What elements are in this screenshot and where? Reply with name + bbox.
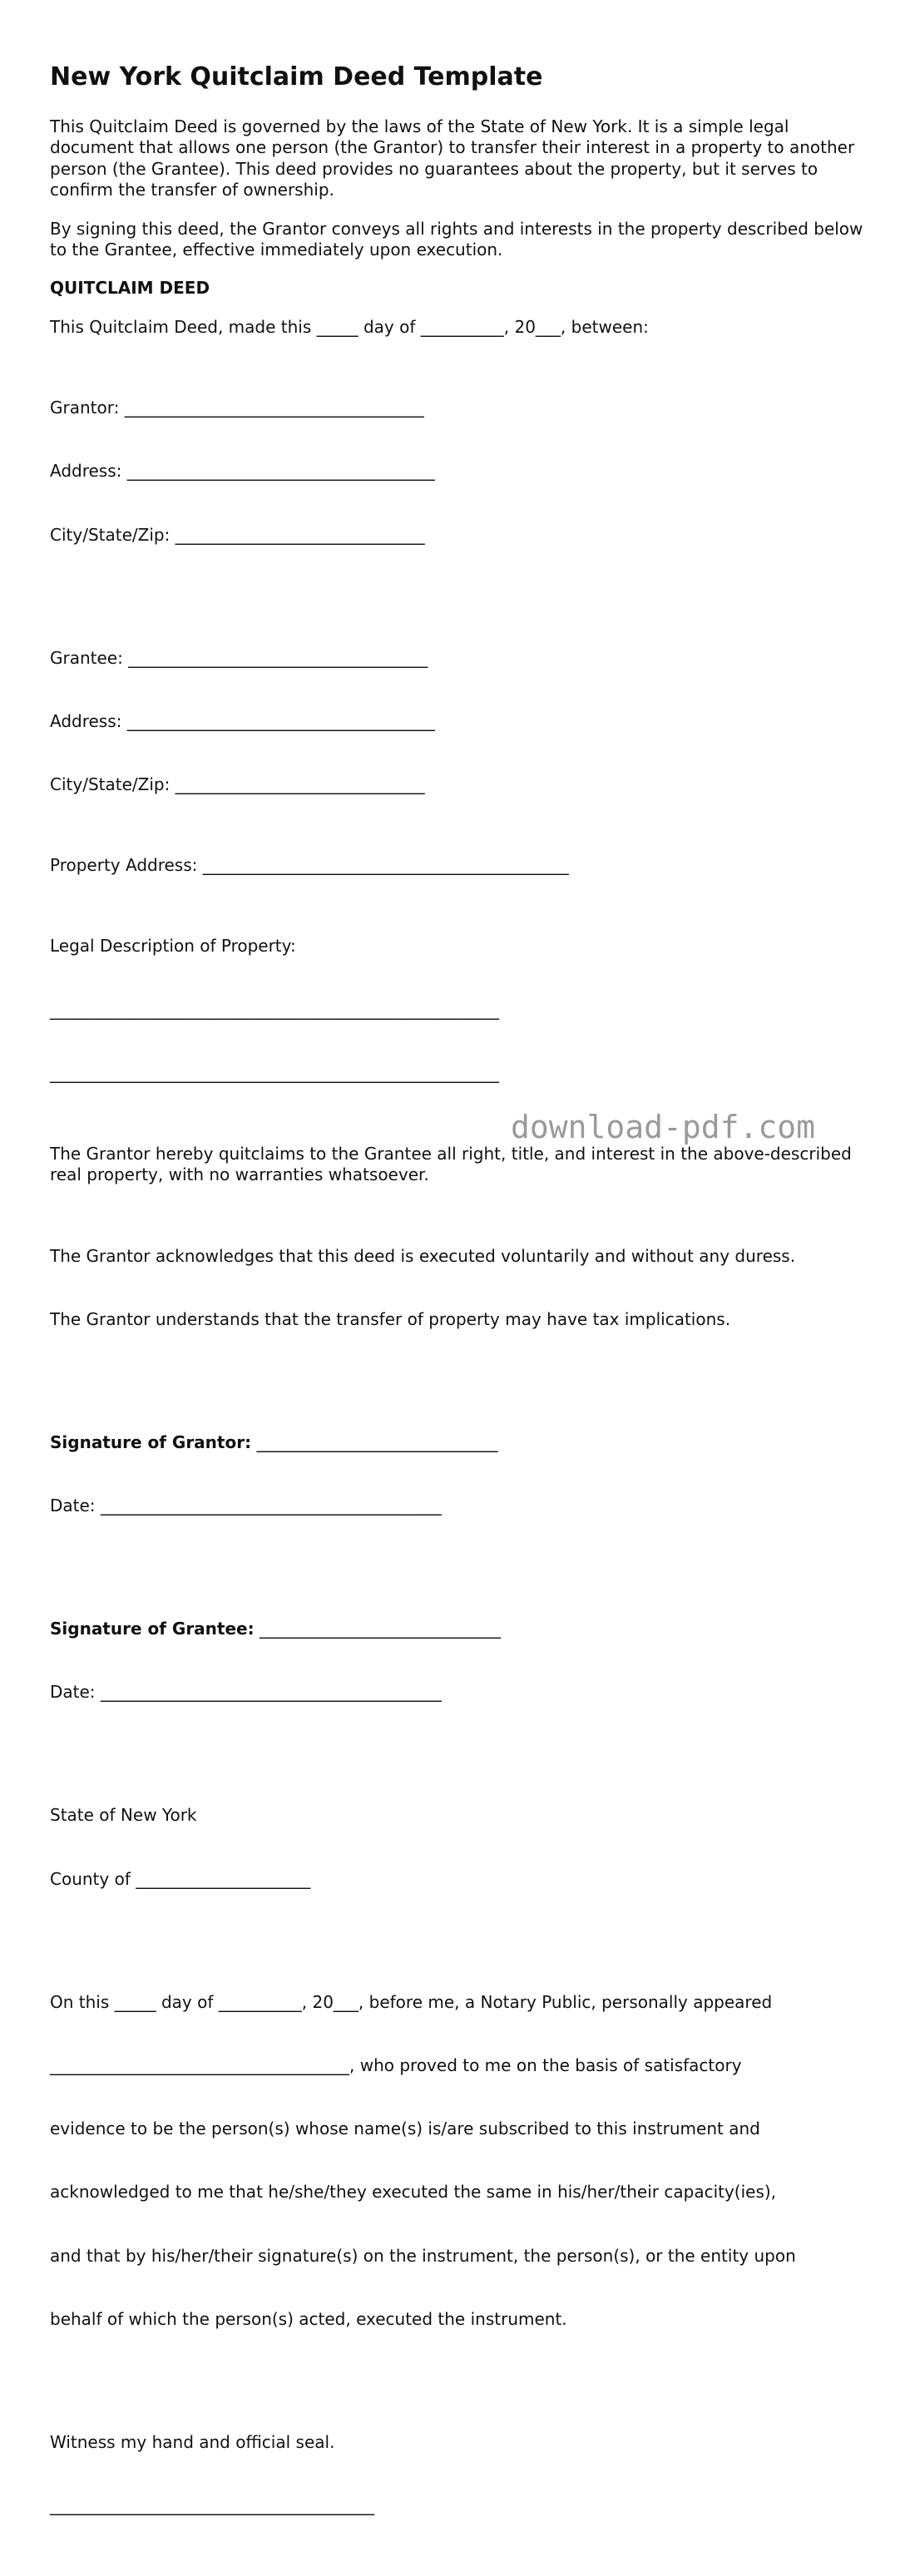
grantor-name-field: Grantor: ____________________________________: [50, 398, 424, 418]
grantee-block: [50, 606, 865, 838]
grantee-address-field: Address: _____________________________________: [50, 710, 435, 731]
grantor-signature-line: [50, 1432, 865, 1453]
grantee-signature-block: [50, 1576, 865, 1745]
notary-acknowledgment-block: [50, 1950, 865, 2372]
notary-venue-block: [50, 1763, 865, 1932]
grantee-date-field: Date: _________________________________________: [50, 1682, 442, 1703]
document-page: [50, 58, 868, 2576]
quitclaim-clause: The Grantor hereby quitclaims to the Grantee all right, title, and interest in the above-described real property, with no warranties whatsoever.: [50, 1144, 858, 1185]
grantee-signature-blank: _____________________________: [254, 1619, 501, 1639]
notary-county-field: County of _____________________: [50, 1868, 311, 1889]
notary-line-3: evidence to be the person(s) whose name(s) is/are subscribed to this instrument and: [50, 2119, 760, 2139]
grantor-signature-block: [50, 1390, 865, 1559]
witness-label: Witness my hand and official seal.: [50, 2431, 335, 2452]
acknowledgment-line-1: The Grantor acknowledges that this deed is executed voluntarily and without any duress.: [50, 1245, 796, 1266]
grantee-name-field: Grantee: ____________________________________: [50, 647, 428, 668]
legal-description-block: [50, 894, 865, 1126]
notary-line-4: acknowledged to me that he/she/they executed the same in his/her/their capacity(ies),: [50, 2182, 777, 2203]
acknowledgment-line-2: The Grantor understands that the transfer of property may have tax implications.: [50, 1308, 731, 1329]
witness-block: [50, 2390, 865, 2559]
deed-made-line: This Quitclaim Deed, made this _____ day of __________, 20___, between:: [50, 316, 649, 337]
notary-line-1: On this _____ day of __________, 20___, before me, a Notary Public, personally appeared: [50, 1991, 773, 2012]
legal-description-label: Legal Description of Property:: [50, 936, 296, 957]
section-heading: QUITCLAIM DEED: [50, 278, 210, 299]
acknowledgment-block: [50, 1204, 865, 1372]
grantor-block: [50, 355, 865, 587]
notary-line-2: ____________________________________, who proved to me on the basis of satisfactory: [50, 2054, 742, 2075]
legal-description-line-1: ______________________________________________________: [50, 999, 499, 1020]
grantee-city-field: City/State/Zip: ______________________________: [50, 774, 425, 794]
legal-description-line-2: ______________________________________________________: [50, 1062, 499, 1083]
intro-paragraph-2: By signing this deed, the Grantor conveys all rights and interests in the property described below to the Grantee, effective immediately upon execution.: [50, 218, 868, 260]
grantor-signature-label: Signature of Grantor:: [50, 1431, 252, 1452]
grantor-city-field: City/State/Zip: ______________________________: [50, 524, 425, 545]
grantor-date-field: Date: _________________________________________: [50, 1496, 442, 1516]
grantor-signature-blank: _____________________________: [251, 1431, 498, 1452]
grantee-signature-line: [50, 1619, 865, 1639]
intro-paragraph-1: This Quitclaim Deed is governed by the laws of the State of New York. It is a simple legal document that allows one person (the Grantor) to transfer their interest in a property to another person (the Grantee). This deed provides no guarantees about the property, but it serves to confirm the transfer of ownership.: [50, 116, 860, 200]
notary-line-6: behalf of which the person(s) acted, executed the instrument.: [50, 2308, 567, 2329]
notary-state: State of New York: [50, 1805, 197, 1826]
notary-line-5: and that by his/her/their signature(s) on the instrument, the person(s), or the entity upon: [50, 2245, 796, 2266]
grantor-address-field: Address: _____________________________________: [50, 461, 435, 482]
watermark-text: download-pdf.com: [511, 1109, 816, 1145]
witness-signature-blank: _______________________________________: [50, 2495, 374, 2516]
grantee-signature-label: Signature of Grantee:: [50, 1619, 255, 1639]
document-title: New York Quitclaim Deed Template: [50, 62, 543, 91]
property-address-field: Property Address: ____________________________________________: [50, 855, 569, 876]
